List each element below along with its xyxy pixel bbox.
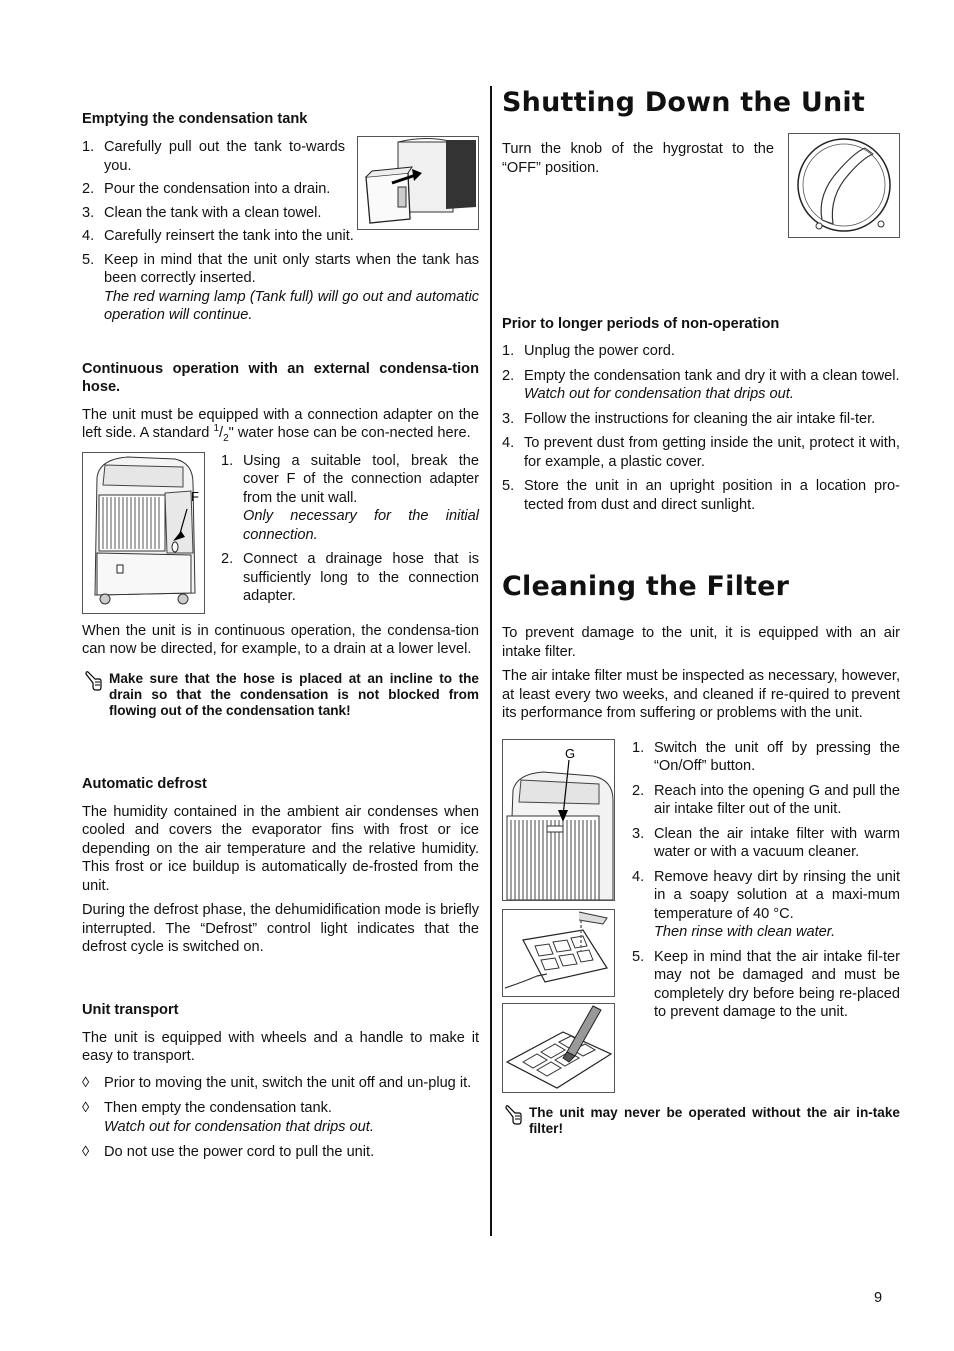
filter-p2: The air intake filter must be inspected as necessary, however, at least every two weeks, and cleaned if re-quired to prevent its performance from suffering or problems with the unit. (502, 668, 901, 721)
prior-steps (502, 342, 900, 514)
tank-steps-upper (82, 138, 345, 222)
filter-removal-illustration (503, 740, 614, 900)
tank-step-3: 3. Clean the tank with a clean towel. (82, 204, 322, 221)
shutdown-title: Shutting Down the Unit (502, 87, 865, 118)
shutdown-text: Turn the knob of the hygrostat to the “OFF” position. (502, 141, 774, 176)
hygrostat-knob-illustration (789, 134, 899, 237)
prior-step-3: 3. Follow the instructions for cleaning the air intake fil-ter. (502, 410, 876, 427)
prior-step-1: 1. Unplug the power cord. (502, 343, 675, 359)
filter-rinse-illustration (503, 910, 614, 996)
tank-removal-illustration (358, 137, 478, 229)
filter-figure-rinse (502, 909, 615, 997)
page-number: 9 (874, 1290, 883, 1306)
continuous-steps (221, 452, 479, 606)
prior-step-4: 4. To prevent dust from getting inside the unit, protect it with, for example, a plastic cover. (502, 435, 900, 470)
transport-item: ◊ Do not use the power cord to pull the unit. (82, 1144, 375, 1160)
filter-vacuum-illustration (503, 1004, 614, 1092)
fig-label-f: F (191, 488, 199, 504)
transport-item: ◊ Prior to moving the unit, switch the unit off and un-plug it. (82, 1074, 472, 1091)
tank-figure (357, 136, 479, 230)
continuous-step-1: 1. Using a suitable tool, break the cover F of the connection adapter from the unit wall. Only necessary for the initial connection. (221, 452, 479, 543)
tank-heading: Emptying the condensation tank (82, 111, 308, 127)
pointing-hand-icon (84, 671, 102, 695)
filter-figure-unit (502, 739, 615, 901)
tank-step-4: 4. Carefully reinsert the tank into the unit. (82, 228, 354, 244)
continuous-after: When the unit is in continuous operation, the condensa-tion can now be directed, for example, to a drain at a lower level. (82, 622, 479, 657)
filter-steps (632, 739, 900, 1022)
continuous-intro: The unit must be equipped with a connection adapter on the left side. A standard $^1/_2$" water hose can be con-nected here. (82, 406, 479, 444)
hose-figure (82, 452, 205, 614)
right-column (502, 86, 900, 1137)
filter-title: Cleaning the Filter (502, 571, 790, 602)
filter-step-1: 1. Switch the unit off by pressing the “On/Off” button. (632, 739, 900, 774)
tank-step-5: 5. Keep in mind that the unit only starts when the tank has been correctly inserted. The red warning lamp (Tank full) will go out and automatic operation will continue. (82, 251, 479, 323)
prior-step-5: 5. Store the unit in an upright position in a location pro-tected from dust and direct sunlight. (502, 478, 900, 513)
continuous-heading: Continuous operation with an external condensa-tion hose. (82, 360, 479, 395)
left-column (82, 110, 479, 1162)
continuous-section (82, 452, 479, 614)
transport-item: ◊ Then empty the condensation tank. Watch out for condensation that drips out. (82, 1100, 374, 1135)
filter-section (502, 739, 900, 1095)
defrost-heading: Automatic defrost (82, 775, 207, 792)
continuous-step-2: 2. Connect a drainage hose that is sufficiently long to the connection adapter. (221, 551, 479, 604)
filter-step-4: 4. Remove heavy dirt by rinsing the unit in a soapy solution at a maxi-mum temperature of 40 °C. Then rinse with clean water. (632, 868, 900, 940)
filter-warning: The unit may never be operated without the air in-take filter! (502, 1105, 900, 1137)
pointing-hand-icon (504, 1105, 522, 1129)
defrost-p1: The humidity contained in the ambient air condenses when cooled and covers the evaporator fins with frost or ice depending on the air temperature and the relative humidity. This frost or ice buildup is automatically de-frosted from the unit. (82, 803, 479, 894)
filter-figure-vacuum (502, 1003, 615, 1093)
transport-intro: The unit is equipped with wheels and a handle to make it easy to transport. (82, 1029, 479, 1064)
dehumidifier-side-illustration (83, 453, 204, 613)
filter-step-2: 2. Reach into the opening G and pull the air intake filter out of the unit. (632, 782, 900, 817)
filter-p1: To prevent damage to the unit, it is equipped with an air intake filter. (502, 625, 900, 660)
prior-step-2: 2. Empty the condensation tank and dry it with a clean towel. Watch out for condensation that drips out. (502, 367, 900, 402)
tank-step-2: 2. Pour the condensation into a drain. (82, 181, 331, 197)
filter-step-3: 3. Clean the air intake filter with warm water or with a vacuum cleaner. (632, 825, 900, 860)
transport-list (82, 1074, 479, 1162)
fig-label-g: G (565, 745, 576, 761)
tank-section (82, 138, 479, 325)
tank-step-1: 1. Carefully pull out the tank to-wards you. (82, 139, 345, 174)
prior-heading: Prior to longer periods of non-operation (502, 316, 780, 332)
hygrostat-figure (788, 133, 900, 238)
shutdown-section (502, 140, 900, 246)
tank-steps-lower (82, 227, 479, 325)
column-divider (490, 86, 492, 1236)
transport-heading: Unit transport (82, 1001, 179, 1018)
hose-warning: Make sure that the hose is placed at an incline to the drain so that the condensation is not blocked from flowing out of the condensation tank! (82, 671, 479, 719)
filter-step-5: 5. Keep in mind that the air intake fil-ter may not be damaged and must be completely dry before being re-placed to prevent damage to the unit. (632, 948, 900, 1020)
defrost-p2: During the defrost phase, the dehumidification mode is briefly interrupted. The “Defrost” control light indicates that the defrost cycle is switched on. (82, 902, 479, 955)
